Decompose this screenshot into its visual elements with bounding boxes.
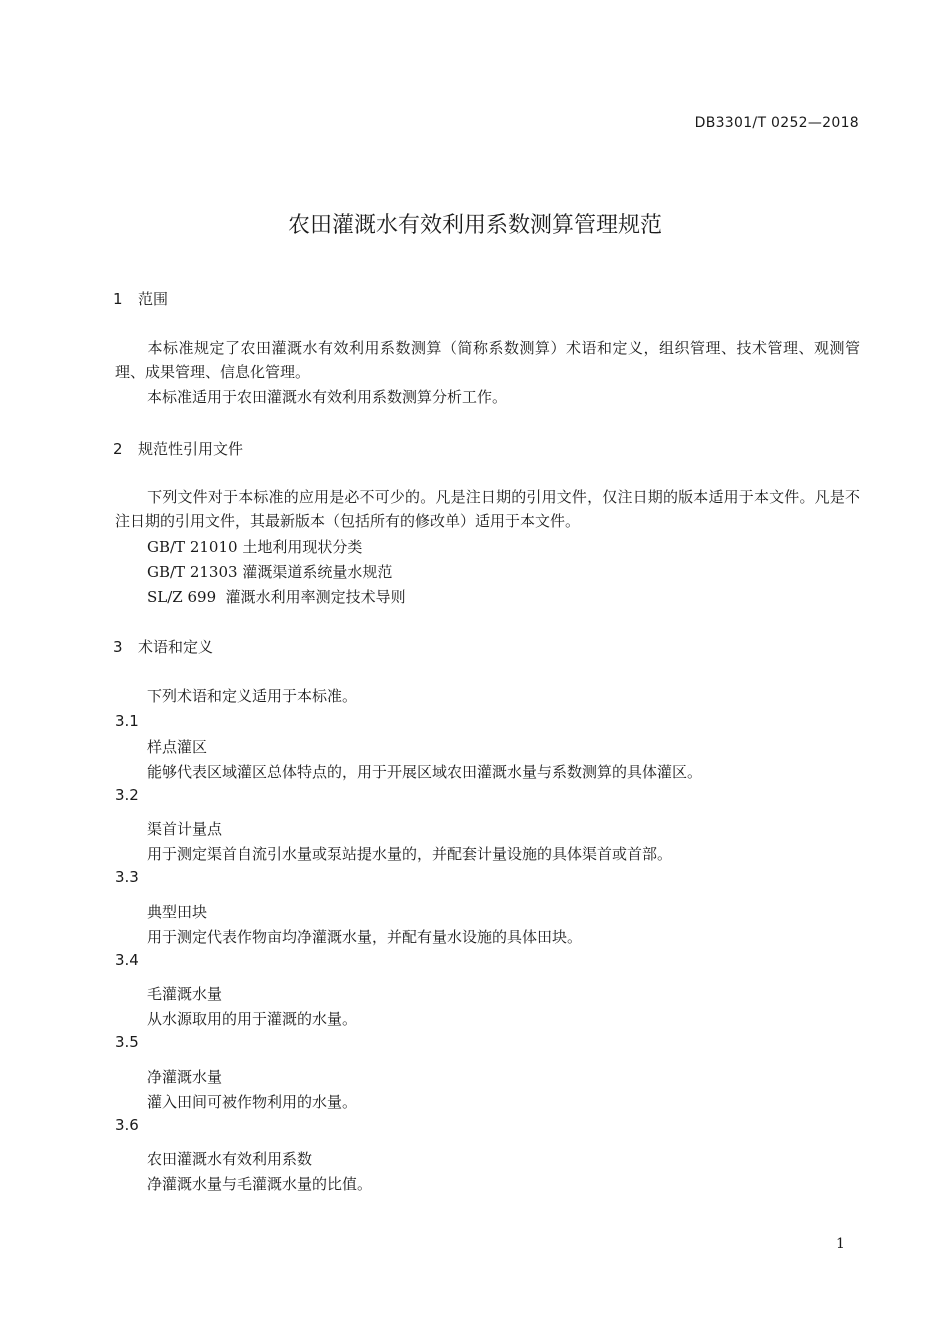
section-number: 1 (113, 290, 123, 308)
term-name: 毛灌溉水量 (147, 985, 223, 1003)
page-number: 1 (836, 1236, 845, 1252)
term-definition: 用于测定渠首自流引水量或泵站提水量的，并配套计量设施的具体渠首或首部。 (147, 845, 673, 863)
term-number: 3.4 (115, 951, 139, 969)
reference-item: GB/T 21010 土地利用现状分类 (147, 538, 363, 556)
section-title: 范围 (138, 290, 169, 308)
section-1-paragraph-2 (115, 385, 860, 409)
section-number: 3 (113, 638, 123, 656)
section-2-paragraph-1 (115, 485, 860, 533)
section-3-intro: 下列术语和定义适用于本标准。 (147, 687, 358, 705)
term-name: 农田灌溉水有效利用系数 (147, 1150, 313, 1168)
section-2-heading (113, 438, 243, 459)
term-number: 3.6 (115, 1116, 139, 1134)
term-definition: 净灌溉水量与毛灌溉水量的比值。 (147, 1175, 373, 1193)
term-name: 样点灌区 (147, 738, 208, 756)
term-definition: 能够代表区域灌区总体特点的，用于开展区域农田灌溉水量与系数测算的具体灌区。 (147, 763, 703, 781)
term-number: 3.2 (115, 786, 139, 804)
term-number: 3.3 (115, 868, 139, 886)
paragraph-text: 下列文件对于本标准的应用是必不可少的。凡是注日期的引用文件，仅注日期的版本适用于本文件。凡是不注日期的引用文件，其最新版本（包括所有的修改单）适用于本文件。 (115, 488, 860, 530)
term-definition: 灌入田间可被作物利用的水量。 (147, 1093, 358, 1111)
section-title: 术语和定义 (138, 638, 214, 656)
paragraph-text: 本标准适用于农田灌溉水有效利用系数测算分析工作。 (147, 388, 508, 406)
term-number: 3.5 (115, 1033, 139, 1051)
section-3-heading (113, 636, 213, 657)
section-number: 2 (113, 440, 123, 458)
standard-code: DB3301/T 0252—2018 (694, 115, 859, 131)
document-title: 农田灌溉水有效利用系数测算管理规范 (287, 213, 662, 238)
reference-item: SL/Z 699 灌溉水利用率测定技术导则 (147, 588, 406, 606)
term-name: 渠首计量点 (147, 820, 223, 838)
term-definition: 从水源取用的用于灌溉的水量。 (147, 1010, 358, 1028)
term-name: 典型田块 (147, 903, 208, 921)
section-title: 规范性引用文件 (138, 440, 244, 458)
section-1-heading (113, 288, 168, 309)
reference-item: GB/T 21303 灌溉渠道系统量水规范 (147, 563, 393, 581)
term-name: 净灌溉水量 (147, 1068, 223, 1086)
paragraph-text: 本标准规定了农田灌溉水有效利用系数测算（简称系数测算）术语和定义，组织管理、技术管理、观测管理、成果管理、信息化管理。 (115, 339, 860, 381)
term-number: 3.1 (115, 712, 139, 730)
section-1-paragraph-1 (115, 336, 860, 384)
term-definition: 用于测定代表作物亩均净灌溉水量，并配有量水设施的具体田块。 (147, 928, 583, 946)
